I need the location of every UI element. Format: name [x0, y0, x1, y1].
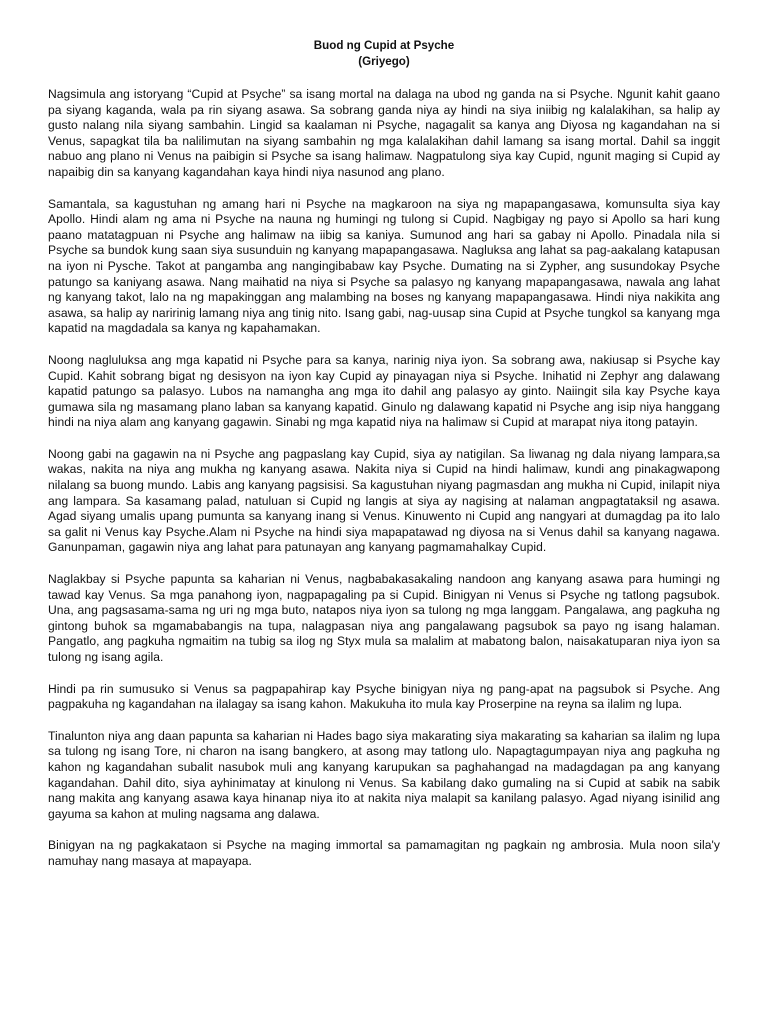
document-title-block — [48, 38, 720, 70]
paragraph-6: Hindi pa rin sumusuko si Venus sa pagpapahirap kay Psyche binigyan niya ng pang-apat na pagsubok si Psyche. Ang pagpakuha ng kagandahan na ilalagay sa isang kahon. Makukuha ito mula kay Proserpine na reyna sa ilalim ng lupa. — [48, 681, 720, 712]
paragraph-7: Tinalunton niya ang daan papunta sa kaharian ni Hades bago siya makarating siya makarating sa kaharian sa ilalim ng lupa sa tulong ng isang Tore, ni charon na isang bangkero, at asong may tatlong ulo. Napagtagumpayan niya ang pagkuha ng kahon ng kagandahan subalit nasubok muli ang kanyang karupukan sa paghahangad na madagdagan pa ang kanyang kagandahan. Dahil dito, siya ayhinimatay at kinulong ni Venus. Sa kabilang dako gumaling na si Cupid at sabik na sabik nang makita ang kanyang asawa kaya hinanap niya ito at nakita niya malapit sa kanilang palasyo. Agad niyang isinilid ang gayuma sa kahon at muling nagsama ang dalawa. — [48, 728, 720, 821]
paragraph-5: Naglakbay si Psyche papunta sa kaharian ni Venus, nagbabakasakaling nandoon ang kanyang asawa para humingi ng tawad kay Venus. Sa mga panahong iyon, nagpapagaling pa si Cupid. Binigyan ni Venus si Psyche ng tatlong pagsubok. Una, ang pagsasama-sama ng uri ng mga buto, natapos niya iyon sa tulong ng mga langgam. Pangalawa, ang pagkuha ng gintong buhok sa mgamababangis na tupa, nalagpasan niya ang pangalawang pagsubok sa payo ng isang halaman. Pangatlo, ang pagkuha ngmaitim na tubig sa ilog ng Styx mula sa malalim at mabatong balon, naisakatuparan niya iyon sa tulong ng isang agila. — [48, 572, 720, 664]
paragraph-2: Samantala, sa kagustuhan ng amang hari ni Psyche na magkaroon na siya ng mapapangasawa, komunsulta siya kay Apollo. Hindi alam ng ama ni Psyche na nauna ng humingi ng tulong si Cupid. Nagbigay ng payo si Apollo sa hari kung paano matatagpuan ni Psyche ang halimaw na iibig sa kaniya. Sumunod ang hari sa gabay ni Apollo. Pinadala nila si Psyche sa bundok kung saan siya susunduin ng kanyang mapapangasawa. Nagluksa ang lahat sa pag-aakalang katapusan na iyon ni Pysche. Takot at pangamba ang nangingibabaw kay Psyche. Dumating na si Zypher, ang susundokay Psyche patungo sa kaniyang asawa. Nang maihatid na niya si Psyche sa palasyo ng kanyang mapapangasawa, nawala ang lahat ng kanyang takot, lalo na ng mapakinggan ang malambing na boses ng kanyang mapapangasawa. Hindi niya nakikita ang asawa, sa halip ay naririnig lamang niya ang tinig nito. Isang gabi, nag-uusap sina Cupid at Psyche tungkol sa kanyang mga kapatid na magdadala sa kanya ng kapahamakan. — [48, 196, 720, 336]
paragraph-8: Binigyan na ng pagkakataon si Psyche na maging immortal sa pamamagitan ng pagkain ng ambrosia. Mula noon sila'y namuhay nang masaya at mapayapa. — [48, 838, 720, 868]
paragraph-1: Nagsimula ang istoryang “Cupid at Psyche” sa isang mortal na dalaga na ubod ng ganda na si Psyche. Ngunit kahit gaano pa siyang kaganda, wala pa rin siyang asawa. Sa sobrang ganda niya ay hindi na siya iniibig ng kalalakihan, sa halip ay gusto nalang nila siyang sambahin. Lingid sa kaalaman ni Psyche, nagagalit sa kanya ang Diyosa ng kagandahan na si Venus, sapagkat tila ba nalilimutan na siyang sambahin ng mga kalalakihan dahil lamang sa isang mortal. Dahil sa inggit nabuo ang plano ni Venus na paibigin si Psyche sa isang halimaw. Nagpatulong siya kay Cupid, ngunit maging si Cupid ay napaibig din sa kanyang kagandahan kaya hindi niya nasunod ang plano. — [48, 87, 720, 179]
document-page — [48, 38, 720, 886]
paragraph-4: Noong gabi na gagawin na ni Psyche ang pagpaslang kay Cupid, siya ay natigilan. Sa liwanag ng dala niyang lampara,sa wakas, nakita na niya ang mukha ng kanyang asawa. Nakita niya si Cupid na hindi halimaw, kundi ang pinakagwapong nilalang sa buong mundo. Labis ang kanyang pagsisisi. Sa kagustuhan niyang pagmasdan ang mukha ni Cupid, inilapit niya ang lampara. Sa kasamang palad, natuluan si Cupid ng langis at siya ay nagising at nalaman angpagtataksil ng asawa. Agad siyang umalis upang pumunta sa kanyang inang si Venus. Kinuwento ni Cupid ang nangyari at dumagdag pa ito lalo sa galit ni Venus kay Psyche.Alam ni Psyche na hindi siya mapapatawad ng diyosa na si Venus dahil sa kanyang nagawa. Ganunpaman, gagawin niya ang lahat para patunayan ang kanyang pagmamahalkay Cupid. — [48, 446, 720, 555]
document-subtitle: (Griyego) — [358, 55, 410, 68]
paragraph-3: Noong nagluluksa ang mga kapatid ni Psyche para sa kanya, narinig niya iyon. Sa sobrang awa, nakiusap si Psyche kay Cupid. Kahit sobrang bigat ng desisyon na iyon kay Cupid ay pinayagan niya si Psyche. Inihatid ni Zephyr ang dalawang kapatid patungo sa palasyo. Lubos na namangha ang mga ito dahil ang palasyo ay ginto. Naiingit sila kay Psyche kaya gumawa sila ng masamang plano laban sa kanyang kapatid. Ginulo ng dalawang kapatid ni Psyche ang isip niya hanggang hindi na niya alam ang kanyang gagawin. Sinabi ng mga kapatid niya na halimaw si Cupid at marapat niya itong patayin. — [48, 352, 720, 430]
document-title: Buod ng Cupid at Psyche — [313, 39, 455, 52]
